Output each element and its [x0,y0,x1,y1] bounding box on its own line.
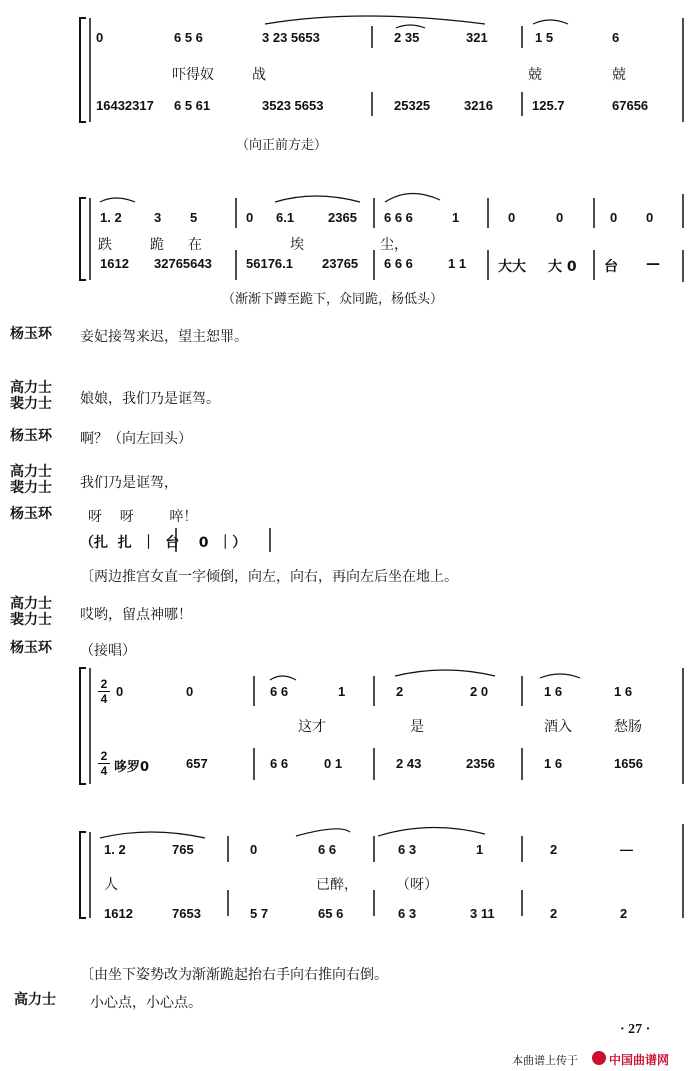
sys1-lyric-2: 兢 [528,67,542,83]
dlg0-text: 妾妃接驾来迟，望主恕罪。 [80,329,248,345]
footer-logo-text[interactable]: 中国曲谱网 [609,1053,670,1067]
sys1-accomp-0: 16432317 [96,98,154,113]
sys3-lyric-1: 是 [410,719,424,735]
sys2-accomp-9: — [646,256,660,272]
sys3-vocal-7: 1 6 [614,684,633,699]
sys2-accomp-3: 23765 [322,256,359,271]
sys2-vocal-0: 1. 2 [100,210,122,225]
footer-text: 本曲谱上传于 [512,1054,578,1067]
sys4-vocal-4: 6 3 [398,842,417,857]
sys2-vocal-11: 0 [646,210,654,225]
sys3-accomp-2: 6 6 [270,756,289,771]
sys2-accomp-5: 1 1 [448,256,467,271]
sys1-stage-note: （向正前方走） [236,138,328,153]
dlg7-text: 哎哟，留点神哪！ [80,607,192,623]
site-logo-icon [592,1051,606,1065]
sys3-accomp-3: 0 1 [324,756,343,771]
sys1-vocal-3: 2 35 [394,30,420,45]
sys3-accomp-7: 1656 [614,756,643,771]
sys4-vocal-2: 0 [250,842,258,857]
sys4-accomp-6: 2 [550,906,558,921]
dlg7-role-b: 裴力士 [10,612,52,628]
sys3-accomp-1: 657 [186,756,208,771]
sys1-vocal-2: 3 23 5653 [262,30,320,45]
sys3-vocal-0: 0 [116,684,124,699]
dlg2-role: 杨玉环 [10,428,52,444]
dlg3-role-a: 高力士 [10,464,52,480]
dlg3-role-b: 裴力士 [10,480,52,496]
sys4-accomp-5: 3 11 [470,906,495,921]
sys2-lyric-0: 跌 [98,237,112,253]
sys4-accomp-4: 6 3 [398,906,417,921]
sys2-vocal-2: 5 [190,210,198,225]
dlg2-text: 啊？（向左回头） [80,431,192,447]
sys2-vocal-8: 0 [508,210,516,225]
sys2-accomp-7: 大 0 [548,259,577,275]
sys4-accomp-3: 65 6 [318,906,344,921]
dlg5-percussion: （扎 扎 ｜ 台 0 ｜） [80,535,247,551]
sys2-lyric-1: 跪 [150,237,164,253]
sys4-vocal-6: 2 [550,842,558,857]
sys2-accomp-0: 1612 [100,256,129,271]
sys4-accomp-1: 7653 [172,906,201,921]
sys2-accomp-4: 6 6 6 [384,256,413,271]
sys3-time-sig-accomp: 2 4 [98,750,110,777]
sys2-accomp-2: 56176.1 [246,256,293,271]
sys2-accomp-6: 大大 [498,259,526,275]
sys1-accomp-6: 67656 [612,98,649,113]
sys3-accomp-0: 哆罗0 [114,760,150,775]
dlg6-stage-direction: 〔两边推宫女直一字倾倒，向左，向右，再向左后坐在地上。 [80,569,458,585]
sys4-vocal-7: — [620,842,633,857]
sys2-vocal-4: 6.1 [276,210,295,225]
tail-role: 高力士 [14,992,56,1008]
sys2-vocal-3: 0 [246,210,254,225]
sys1-accomp-3: 25325 [394,98,431,113]
dlg1-role-b: 裴力士 [10,396,52,412]
sys3-accomp-6: 1 6 [544,756,563,771]
sys3-vocal-1: 0 [186,684,194,699]
sys3-vocal-6: 1 6 [544,684,563,699]
dlg4-text: 呀 呀 啐！ [88,509,198,525]
sys1-lyric-1: 战 [252,67,266,83]
sys2-lyric-4: 尘， [380,237,408,253]
tail-stage-direction: 〔由坐下姿势改为渐渐跪起抬右手向右推向右倒。 [80,967,388,983]
sys1-vocal-0: 0 [96,30,104,45]
sys1-vocal-5: 1 5 [535,30,554,45]
sys4-lyric-0: 人 [104,877,118,893]
sys2-accomp-1: 32765643 [154,256,212,271]
sys3-lyric-0: 这才 [298,719,326,735]
sys2-vocal-6: 6 6 6 [384,210,413,225]
sys2-vocal-10: 0 [610,210,618,225]
dlg3-text: 我们乃是诓驾， [80,475,178,491]
sys1-accomp-5: 125.7 [532,98,565,113]
sys1-lyric-3: 兢 [612,67,626,83]
dlg1-text: 娘娘，我们乃是诓驾。 [80,391,220,407]
sys2-lyric-2: 在 [188,237,202,253]
dlg4-role: 杨玉环 [10,506,52,522]
sys3-vocal-3: 1 [338,684,346,699]
tail-text: 小心点，小心点。 [90,995,202,1011]
dlg8-role: 杨玉环 [10,640,52,656]
dlg1-role-a: 高力士 [10,380,52,396]
sys2-stage-note: （渐渐下蹲至跪下，众同跪，杨低头） [222,292,444,307]
dlg8-text: （接唱） [80,643,136,659]
sys1-vocal-1: 6 5 6 [174,30,203,45]
sys3-accomp-5: 2356 [466,756,495,771]
sys2-vocal-1: 3 [154,210,162,225]
sys4-vocal-1: 765 [172,842,194,857]
sys4-accomp-7: 2 [620,906,628,921]
sys1-accomp-1: 6 5 61 [174,98,211,113]
sys1-accomp-4: 3216 [464,98,493,113]
dlg7-role-a: 高力士 [10,596,52,612]
sys1-accomp-2: 3523 5653 [262,98,324,113]
sys4-vocal-0: 1. 2 [104,842,126,857]
sys2-vocal-5: 2365 [328,210,357,225]
sys3-lyric-3: 愁肠 [614,719,642,735]
sys1-lyric-0: 吓得奴 [172,67,214,83]
sys4-accomp-0: 1612 [104,906,133,921]
sys4-lyric-1: 已醉， [316,877,358,893]
sys4-lyric-2: （呀） [396,877,438,893]
sys1-vocal-6: 6 [612,30,620,45]
sys3-vocal-4: 2 [396,684,404,699]
sys3-vocal-2: 6 6 [270,684,289,699]
sys3-vocal-5: 2 0 [470,684,489,699]
sys4-vocal-3: 6 6 [318,842,337,857]
sys2-accomp-8: 台 [604,259,618,275]
sys3-time-sig-vocal: 2 4 [98,678,110,705]
sys3-accomp-4: 2 43 [396,756,422,771]
sys2-lyric-3: 埃 [290,237,304,253]
sys3-lyric-2: 酒入 [544,719,572,735]
sys1-vocal-4: 321 [466,30,488,45]
sys4-accomp-2: 5 7 [250,906,269,921]
sys2-vocal-9: 0 [556,210,564,225]
page-number: · 27 · [620,1022,651,1037]
sys2-vocal-7: 1 [452,210,460,225]
dlg0-role: 杨玉环 [10,326,52,342]
sys4-vocal-5: 1 [476,842,484,857]
